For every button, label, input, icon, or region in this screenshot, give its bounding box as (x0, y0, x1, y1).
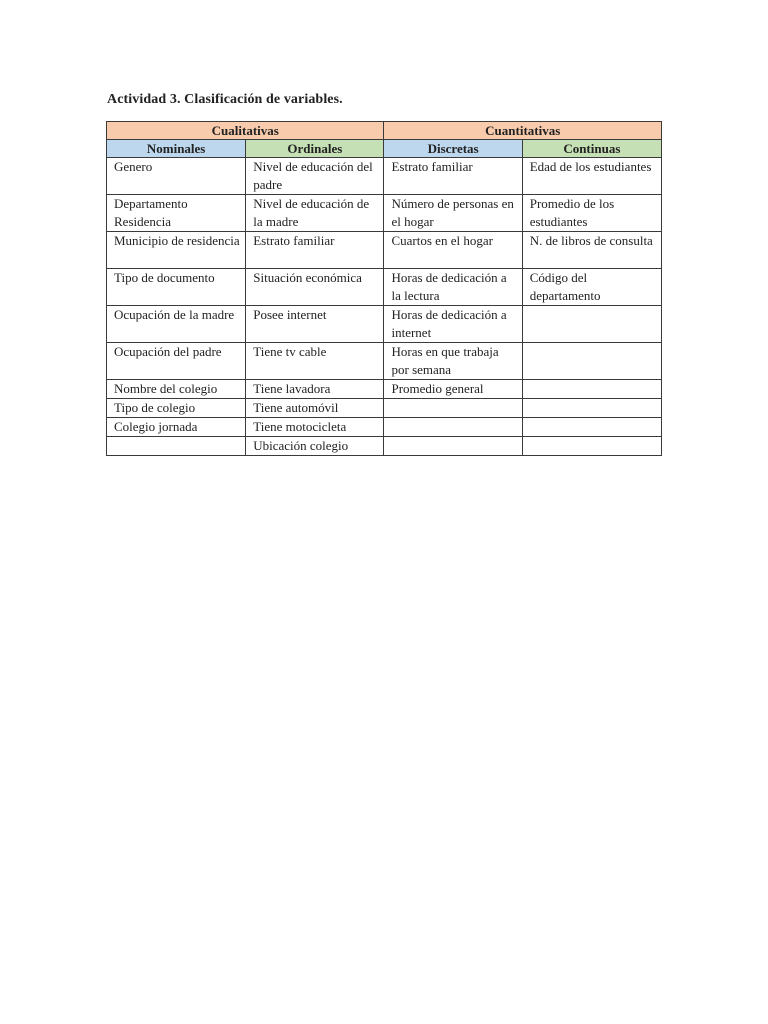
table-cell (522, 418, 661, 437)
table-row (107, 269, 662, 306)
column-header-continuas: Continuas (522, 140, 661, 158)
table-cell (384, 437, 522, 456)
table-cell (522, 380, 661, 399)
table-cell: Promedio general (384, 380, 522, 399)
table-cell: Nivel de educación de la madre (246, 195, 384, 232)
column-header-nominales: Nominales (107, 140, 246, 158)
table-cell: Situación económica (246, 269, 384, 306)
table-cell: Nombre del colegio (107, 380, 246, 399)
column-header-discretas: Discretas (384, 140, 522, 158)
table-cell (384, 418, 522, 437)
table-cell: Ocupación de la madre (107, 306, 246, 343)
table-cell (522, 399, 661, 418)
table-cell: Nivel de educación del padre (246, 158, 384, 195)
table-cell: Tiene automóvil (246, 399, 384, 418)
variables-table (106, 121, 662, 456)
table-cell: Departamento Residencia (107, 195, 246, 232)
table-cell (522, 437, 661, 456)
table-cell: Código del departamento (522, 269, 661, 306)
table-cell: Genero (107, 158, 246, 195)
table-cell (522, 306, 661, 343)
column-header-ordinales: Ordinales (246, 140, 384, 158)
table-cell: Tiene tv cable (246, 343, 384, 380)
table-cell: Tipo de documento (107, 269, 246, 306)
table-cell: Tipo de colegio (107, 399, 246, 418)
column-header-row (107, 140, 662, 158)
group-header-row (107, 122, 662, 140)
group-header-cuantitativas: Cuantitativas (384, 122, 662, 140)
table-row (107, 343, 662, 380)
table-cell: Edad de los estudiantes (522, 158, 661, 195)
table-cell: Cuartos en el hogar (384, 232, 522, 269)
table-row (107, 232, 662, 269)
table-cell (384, 399, 522, 418)
table-cell (107, 437, 246, 456)
table-cell: Horas de dedicación a internet (384, 306, 522, 343)
table-row (107, 437, 662, 456)
table-cell: Número de personas en el hogar (384, 195, 522, 232)
table-cell: Promedio de los estudiantes (522, 195, 661, 232)
table-cell: N. de libros de consulta (522, 232, 661, 269)
table-row (107, 195, 662, 232)
table-cell: Ubicación colegio (246, 437, 384, 456)
table-cell: Estrato familiar (246, 232, 384, 269)
table-row (107, 158, 662, 195)
table-cell: Tiene lavadora (246, 380, 384, 399)
page-title: Actividad 3. Clasificación de variables. (107, 92, 343, 107)
table-cell: Posee internet (246, 306, 384, 343)
group-header-cualitativas: Cualitativas (107, 122, 384, 140)
table-row (107, 380, 662, 399)
table-row (107, 306, 662, 343)
table-cell: Ocupación del padre (107, 343, 246, 380)
table-cell: Tiene motocicleta (246, 418, 384, 437)
table-row (107, 418, 662, 437)
table-cell: Estrato familiar (384, 158, 522, 195)
table-cell (522, 343, 661, 380)
table-cell: Horas de dedicación a la lectura (384, 269, 522, 306)
table-cell: Colegio jornada (107, 418, 246, 437)
table-row (107, 399, 662, 418)
table-cell: Horas en que trabaja por semana (384, 343, 522, 380)
table-cell: Municipio de residencia (107, 232, 246, 269)
